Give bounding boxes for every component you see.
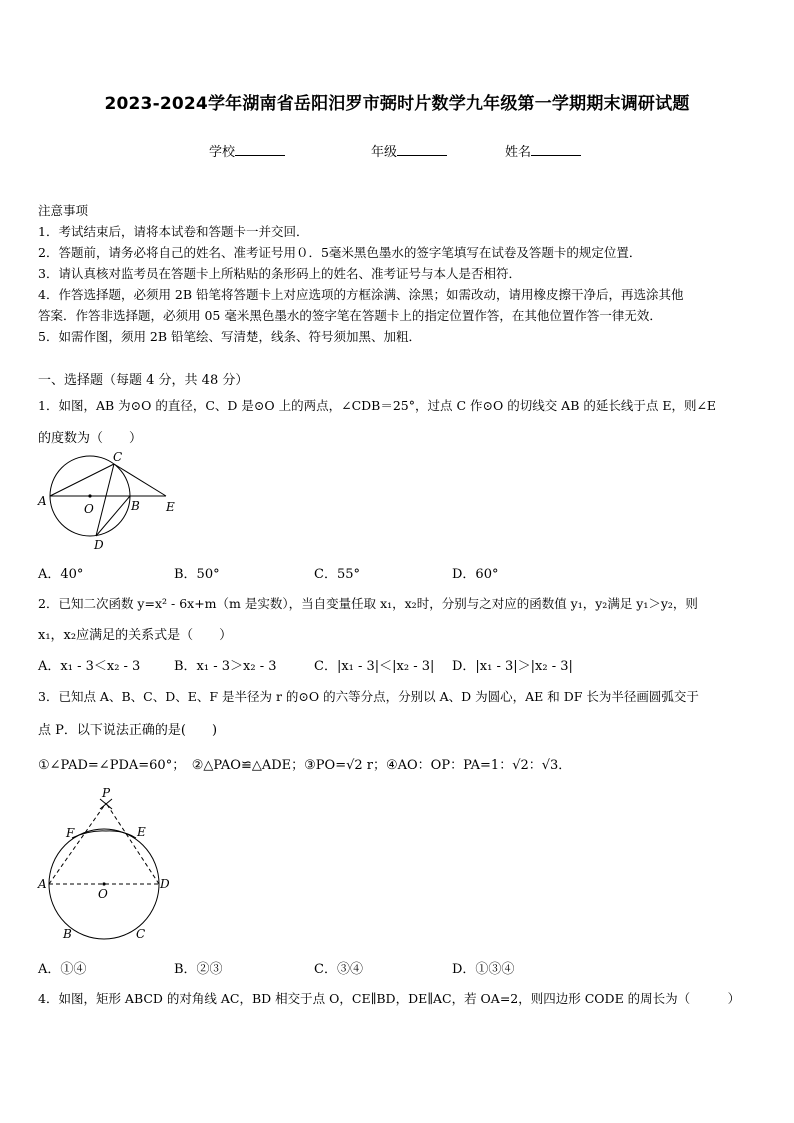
question-2-text: 2．已知二次函数 y=x² - 6x+m（m 是实数），当自变量任取 x₁，x₂时，分别与之对应的函数值 y₁，y₂满足 y₁＞y₂，则 — [38, 596, 698, 611]
notice-item: 4．作答选择题，必须用 2B 铅笔将答题卡上对应选项的方框涂满、涂黑；如需改动，请用橡皮擦干净后，再选涂其他 — [38, 287, 684, 302]
notice-item: 1．考试结束后，请将本试卷和答题卡一并交回． — [38, 224, 309, 239]
question-2-option-a: A．x₁ - 3＜x₂ - 3 — [38, 659, 141, 674]
point-label-p: P — [102, 786, 111, 800]
point-label-e: E — [166, 500, 175, 514]
question-1-option-b: B．50° — [174, 567, 220, 582]
question-3-figure — [34, 786, 184, 944]
point-label-e: E — [137, 825, 146, 839]
question-1-text: 1．如图，AB 为⊙O 的直径，C、D 是⊙O 上的两点，∠CDB＝25°，过点 C 作⊙O 的切线交 AB 的延长线于点 E，则∠E — [38, 398, 717, 413]
point-label-o: O — [98, 887, 108, 901]
question-3-option-a: A．①④ — [38, 962, 87, 977]
school-field — [209, 141, 285, 160]
notice-item: 5．如需作图，须用 2B 铅笔绘、写清楚，线条、符号须加黑、加粗． — [38, 329, 422, 344]
grade-field — [371, 141, 447, 160]
question-3-option-c: C．③④ — [314, 962, 363, 977]
question-4-text: 4．如图，矩形 ABCD 的对角线 AC，BD 相交于点 O，CE∥BD，DE∥AC，若 OA=2，则四边形 CODE 的周长为（ ） — [38, 991, 741, 1006]
grade-label: 年级 — [371, 145, 398, 160]
name-label: 姓名 — [505, 145, 532, 160]
notice-heading: 注意事项 — [38, 203, 89, 218]
point-label-a: A — [38, 494, 47, 508]
question-1-option-c: C．55° — [314, 567, 360, 582]
question-2-option-b: B．x₁ - 3＞x₂ - 3 — [174, 659, 277, 674]
question-2-option-c: C．|x₁ - 3|＜|x₂ - 3| — [314, 659, 435, 674]
point-label-d: D — [94, 538, 104, 552]
point-label-d: D — [160, 877, 170, 891]
point-label-c: C — [136, 927, 146, 941]
question-3-text: 3．已知点 A、B、C、D、E、F 是半径为 r 的⊙O 的六等分点，分别以 A、D 为圆心，AE 和 DF 长为半径画圆弧交于 — [38, 689, 699, 704]
school-label: 学校 — [209, 145, 236, 160]
question-1-figure — [34, 448, 184, 556]
point-label-c: C — [113, 450, 123, 464]
question-1-text-cont: 的度数为（ ） — [38, 431, 143, 446]
question-2-text-cont: x₁，x₂应满足的关系式是（ ） — [38, 628, 233, 643]
page-title: 2023-2024学年湖南省岳阳汨罗市弼时片数学九年级第一学期期末调研试题 — [104, 94, 690, 114]
point-label-b: B — [63, 927, 72, 941]
point-label-f: F — [66, 826, 75, 840]
section-heading: 一、选择题（每题 4 分，共 48 分） — [38, 373, 249, 388]
question-1-option-a: A．40° — [38, 567, 84, 582]
name-field — [505, 141, 581, 160]
question-1-option-d: D．60° — [452, 567, 499, 582]
question-3-statements: ①∠PAD=∠PDA=60°； ②△PAO≌△ADE；③PO=√2 r；④AO：OP：PA=1：√2：√3． — [38, 758, 572, 773]
notice-item: 3．请认真核对监考员在答题卡上所粘贴的条形码上的姓名、准考证号与本人是否相符． — [38, 266, 521, 281]
question-3-option-b: B．②③ — [174, 962, 223, 977]
point-label-o: O — [84, 502, 94, 516]
notice-item: 2．答题前，请务必将自己的姓名、准考证号用０．5毫米黑色墨水的签字笔填写在试卷及答题卡的规定位置． — [38, 245, 642, 260]
point-label-b: B — [131, 499, 140, 513]
question-3-option-d: D．①③④ — [452, 962, 515, 977]
question-3-text-cont: 点 P．以下说法正确的是( ) — [38, 723, 218, 738]
question-2-option-d: D．|x₁ - 3|＞|x₂ - 3| — [452, 659, 573, 674]
point-label-a: A — [38, 877, 47, 891]
notice-item: 答案．作答非选择题，必须用 05 毫米黑色墨水的签字笔在答题卡上的指定位置作答，在其他位置作答一律无效． — [38, 308, 662, 323]
